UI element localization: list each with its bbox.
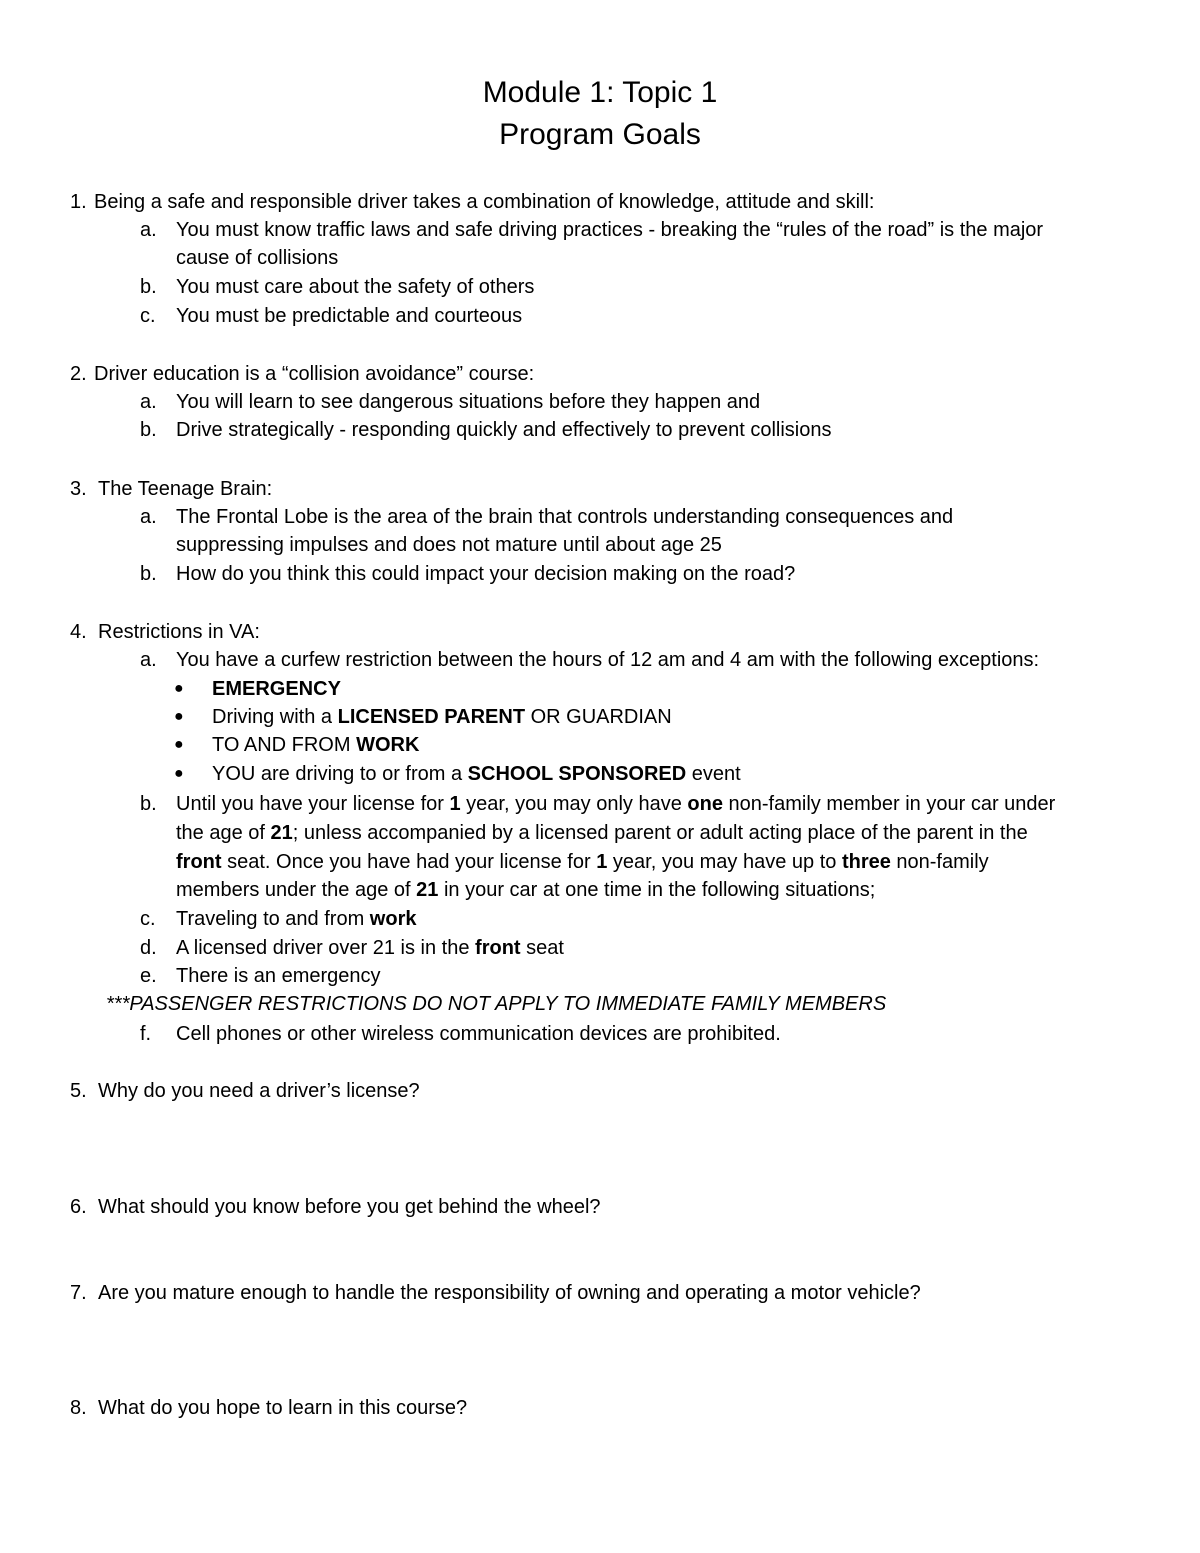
item-text: You must know traffic laws and safe driving practices - breaking the “rules of the road” is the major [176,219,1044,241]
text-span: seat [520,937,564,959]
item-text: You must care about the safety of others [176,276,535,298]
page-subtitle: Program Goals [499,118,701,151]
item-text: There is an emergency [176,965,381,987]
section-text: Being a safe and responsible driver takes a combination of knowledge, attitude and skill: [94,191,875,213]
item-label: b. [140,419,157,441]
question-text: Are you mature enough to handle the responsibility of owning and operating a motor vehicle? [98,1282,921,1304]
bullet-icon: ● [174,765,184,782]
text-span: Until you have your license for [176,793,450,815]
text-span: non-family [890,851,989,873]
question-text: Why do you need a driver’s license? [98,1080,420,1102]
text-span: A licensed driver over 21 is in the [176,937,476,959]
item-label: a. [140,219,157,241]
text-span: event [686,763,741,785]
section-number: 3. [70,478,87,500]
bullet-text [212,675,341,703]
bold-text: WORK [356,734,420,756]
item-label: c. [140,908,156,930]
note-text: ***PASSENGER RESTRICTIONS DO NOT APPLY TO IMMEDIATE FAMILY MEMBERS [106,993,887,1015]
item-text: You will learn to see dangerous situations before they happen and [176,391,761,413]
bold-text: front [475,937,521,959]
text-span: year, you may only have [460,793,688,815]
bullet-icon: ● [174,708,184,725]
question-number: 8. [70,1397,87,1419]
bold-text: front [176,851,222,873]
bullet-text [212,760,741,788]
text-span: the age of [176,822,271,844]
item-label: b. [140,276,157,298]
bold-text: LICENSED PARENT [337,706,526,728]
question-text: What should you know before you get behind the wheel? [98,1196,601,1218]
text-span: year, you may have up to [607,851,842,873]
bullet-icon: ● [174,736,184,753]
section-number: 4. [70,621,87,643]
item-text [176,819,1028,847]
text-span: in your car at one time in the following situations; [438,879,876,901]
text-span: seat. Once you have had your license for [221,851,597,873]
item-label: a. [140,649,157,671]
question-number: 7. [70,1282,87,1304]
page-title: Module 1: Topic 1 [482,76,718,109]
item-label: b. [140,793,157,815]
text-span: TO AND FROM [212,734,357,756]
bold-text: 1 [449,793,461,815]
bold-text: SCHOOL SPONSORED [467,763,687,785]
bold-text: 21 [270,822,293,844]
item-text [176,876,875,904]
text-span: Driving with a [212,706,338,728]
bullet-text [212,731,419,759]
text-span: OR GUARDIAN [525,706,672,728]
text-span: non-family member in your car under [722,793,1056,815]
item-label: d. [140,937,157,959]
item-text: How do you think this could impact your decision making on the road? [176,563,796,585]
item-label: a. [140,506,157,528]
item-text: You have a curfew restriction between the hours of 12 am and 4 am with the following exceptions: [176,649,1040,671]
bullet-text [212,703,672,731]
bold-text: work [369,908,417,930]
bullet-icon: ● [174,680,184,697]
bold-text: 21 [416,879,439,901]
text-span: ; unless accompanied by a licensed parent or adult acting place of the parent in the [292,822,1028,844]
bold-text: three [841,851,891,873]
question-number: 5. [70,1080,87,1102]
section-text: The Teenage Brain: [98,478,273,500]
item-label: e. [140,965,157,987]
section-text: Driver education is a “collision avoidance” course: [94,363,535,385]
section-text: Restrictions in VA: [98,621,260,643]
item-text [176,934,564,962]
section-number: 1. [70,191,87,213]
text-span: members under the age of [176,879,417,901]
section-number: 2. [70,363,87,385]
text-span: Traveling to and from [176,908,370,930]
item-text: Drive strategically - responding quickly and effectively to prevent collisions [176,419,832,441]
item-label: f. [140,1023,152,1045]
item-text [176,905,416,933]
bold-text: EMERGENCY [212,678,341,700]
item-text: cause of collisions [176,247,339,269]
item-text: You must be predictable and courteous [176,305,523,327]
item-label: b. [140,563,157,585]
item-text: The Frontal Lobe is the area of the brain that controls understanding consequences and [176,506,954,528]
text-span: YOU are driving to or from a [212,763,468,785]
item-text: suppressing impulses and does not mature until about age 25 [176,534,722,556]
question-text: What do you hope to learn in this course? [98,1397,468,1419]
item-text [176,790,1055,818]
item-text [176,848,989,876]
bold-text: 1 [596,851,608,873]
question-number: 6. [70,1196,87,1218]
item-text: Cell phones or other wireless communication devices are prohibited. [176,1023,781,1045]
item-label: a. [140,391,157,413]
item-label: c. [140,305,156,327]
bold-text: one [687,793,723,815]
